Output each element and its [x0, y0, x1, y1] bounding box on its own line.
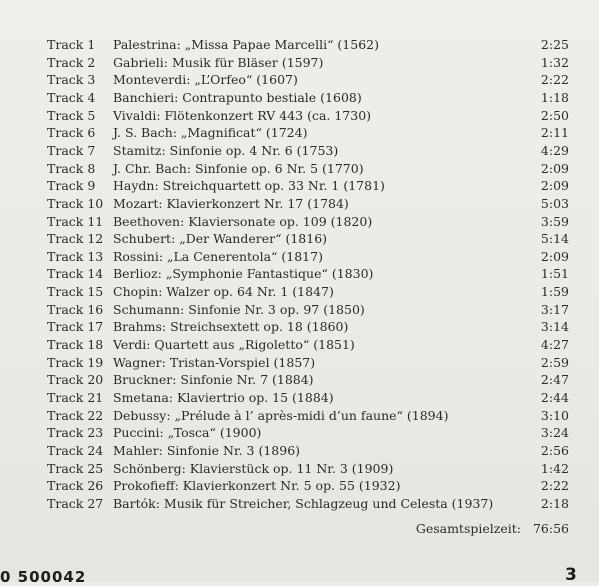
track-row	[0, 336, 599, 353]
track-row	[0, 195, 599, 212]
track-work: J. Chr. Bach: Sinfonie op. 6 Nr. 5 (1770)	[113, 160, 364, 176]
track-work: Schönberg: Klavierstück op. 11 Nr. 3 (1909)	[113, 460, 394, 476]
track-duration: 2:44	[540, 390, 569, 405]
track-work: Bartók: Musik für Streicher, Schlagzeug und Celesta (1937)	[113, 495, 494, 511]
track-row	[0, 407, 599, 424]
track-duration: 1:59	[540, 284, 569, 300]
track-duration: 2:59	[540, 354, 569, 370]
track-work: Smetana: Klaviertrio op. 15 (1884)	[113, 390, 334, 405]
track-number: Track 20	[47, 372, 104, 388]
page-number: 3	[565, 565, 577, 585]
track-number: Track 25	[47, 460, 104, 476]
track-work: Vivaldi: Flötenkonzert RV 443 (ca. 1730)	[113, 107, 372, 123]
track-row	[0, 124, 599, 141]
track-number: Track 5	[47, 107, 96, 123]
track-work: Schumann: Sinfonie Nr. 3 op. 97 (1850)	[113, 301, 365, 317]
track-duration: 2:09	[540, 248, 569, 264]
track-duration: 5:03	[540, 195, 569, 211]
track-number: Track 7	[47, 142, 96, 158]
track-number: Track 11	[47, 213, 104, 229]
track-work: Beethoven: Klaviersonate op. 109 (1820)	[113, 213, 373, 229]
track-row	[0, 213, 599, 230]
track-duration: 1:51	[540, 266, 569, 282]
total-playtime	[416, 520, 569, 537]
track-work: Debussy: „Prélude à l’ après-midi d’un faune“ (1894)	[113, 407, 449, 423]
track-row	[0, 283, 599, 300]
track-work: Bruckner: Sinfonie Nr. 7 (1884)	[113, 372, 314, 388]
track-work: Brahms: Streichsextett op. 18 (1860)	[113, 319, 349, 335]
track-work: Mozart: Klavierkonzert Nr. 17 (1784)	[113, 195, 349, 211]
track-row	[0, 424, 599, 441]
track-duration: 3:10	[540, 407, 569, 423]
track-duration: 2:09	[540, 160, 569, 176]
track-work: Mahler: Sinfonie Nr. 3 (1896)	[113, 442, 301, 458]
track-number: Track 9	[47, 178, 96, 194]
track-number: Track 23	[47, 425, 104, 441]
track-number: Track 10	[47, 195, 104, 211]
track-row	[0, 318, 599, 335]
track-number: Track 13	[47, 248, 104, 264]
track-duration: 2:25	[540, 37, 569, 52]
track-number: Track 19	[47, 354, 104, 370]
track-duration: 3:14	[540, 319, 569, 335]
track-work: Prokofieff: Klavierkonzert Nr. 5 op. 55 (1932)	[113, 478, 401, 494]
track-work: Palestrina: „Missa Papae Marcelli“ (1562)	[113, 37, 379, 52]
track-number: Track 24	[47, 442, 104, 458]
track-duration: 2:18	[540, 495, 569, 511]
track-number: Track 3	[47, 72, 96, 88]
track-work: Puccini: „Tosca“ (1900)	[113, 425, 262, 441]
total-playtime-value: 76:56	[532, 521, 569, 536]
track-number: Track 17	[47, 319, 104, 335]
track-row	[0, 54, 599, 71]
track-number: Track 21	[47, 390, 104, 405]
track-number: Track 2	[47, 54, 96, 70]
track-row	[0, 230, 599, 247]
track-duration: 5:14	[540, 231, 569, 247]
track-duration: 3:59	[540, 213, 569, 229]
track-number: Track 15	[47, 284, 104, 300]
track-row	[0, 301, 599, 318]
track-number: Track 18	[47, 337, 104, 353]
track-duration: 1:32	[540, 54, 569, 70]
track-number: Track 22	[47, 407, 104, 423]
track-row	[0, 107, 599, 124]
track-number: Track 12	[47, 231, 104, 247]
track-number: Track 16	[47, 301, 104, 317]
track-row	[0, 460, 599, 477]
track-row	[0, 495, 599, 512]
track-row	[0, 36, 599, 53]
track-work: Monteverdi: „L’Orfeo“ (1607)	[113, 72, 298, 88]
track-duration: 1:42	[540, 460, 569, 476]
track-number: Track 14	[47, 266, 104, 282]
track-duration: 2:56	[540, 442, 569, 458]
track-duration: 4:29	[540, 142, 569, 158]
track-row	[0, 477, 599, 494]
track-number: Track 6	[47, 125, 96, 141]
track-work: Chopin: Walzer op. 64 Nr. 1 (1847)	[113, 284, 334, 300]
track-duration: 1:18	[540, 89, 569, 105]
track-duration: 2:22	[540, 478, 569, 494]
track-work: Banchieri: Contrapunto bestiale (1608)	[113, 89, 362, 105]
track-row	[0, 354, 599, 371]
track-row	[0, 442, 599, 459]
track-row	[0, 142, 599, 159]
track-number: Track 1	[47, 37, 96, 52]
track-row	[0, 71, 599, 88]
track-number: Track 4	[47, 89, 96, 105]
track-work: Gabrieli: Musik für Bläser (1597)	[113, 54, 324, 70]
track-work: Verdi: Quartett aus „Rigoletto“ (1851)	[113, 337, 355, 353]
track-duration: 2:47	[540, 372, 569, 388]
total-playtime-label: Gesamtspielzeit:	[415, 521, 521, 536]
track-work: Haydn: Streichquartett op. 33 Nr. 1 (1781)	[113, 178, 385, 194]
track-number: Track 8	[47, 160, 96, 176]
track-duration: 2:09	[540, 178, 569, 194]
track-work: Schubert: „Der Wanderer“ (1816)	[113, 231, 328, 247]
track-work: Rossini: „La Cenerentola“ (1817)	[113, 248, 323, 264]
track-number: Track 27	[47, 495, 104, 511]
track-duration: 3:17	[540, 301, 569, 317]
track-row	[0, 177, 599, 194]
track-row	[0, 89, 599, 106]
catalog-number: 0 500042	[0, 568, 87, 586]
track-row	[0, 265, 599, 282]
track-duration: 2:50	[540, 107, 569, 123]
track-row	[0, 248, 599, 265]
track-duration: 2:11	[540, 125, 569, 141]
track-work: J. S. Bach: „Magnificat“ (1724)	[113, 125, 308, 141]
track-work: Wagner: Tristan-Vorspiel (1857)	[113, 354, 316, 370]
track-row	[0, 160, 599, 177]
track-row	[0, 389, 599, 406]
track-number: Track 26	[47, 478, 104, 494]
track-duration: 3:24	[540, 425, 569, 441]
track-duration: 2:22	[540, 72, 569, 88]
track-work: Berlioz: „Symphonie Fantastique“ (1830)	[113, 266, 374, 282]
track-row	[0, 371, 599, 388]
track-duration: 4:27	[540, 337, 569, 353]
track-work: Stamitz: Sinfonie op. 4 Nr. 6 (1753)	[113, 142, 339, 158]
